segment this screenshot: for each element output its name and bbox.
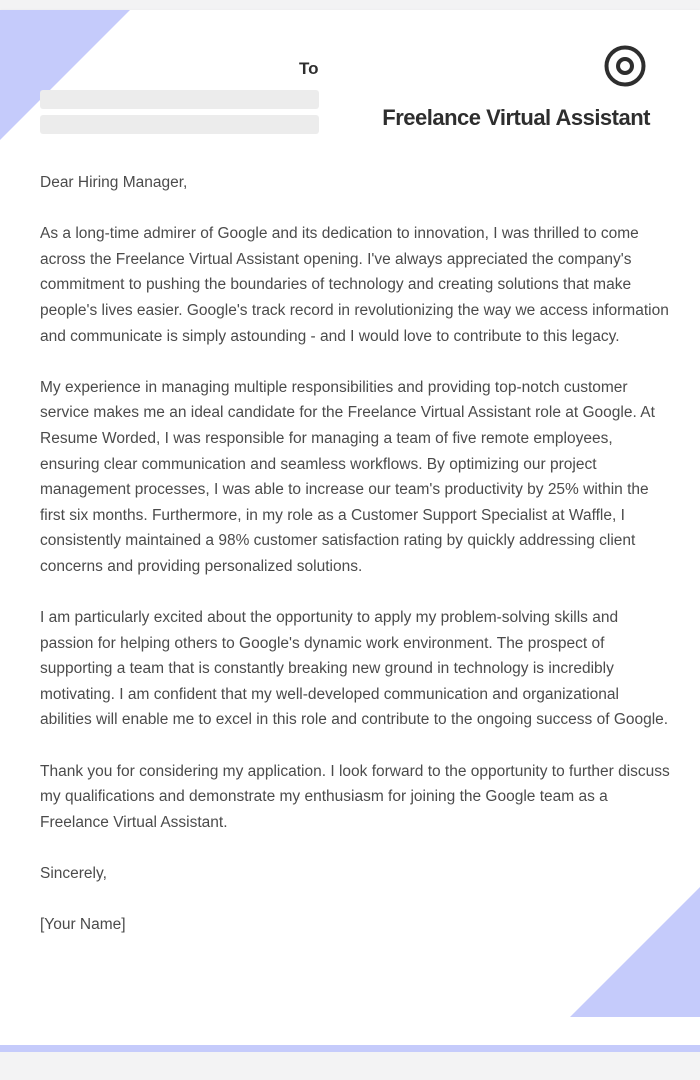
letter-signature: [Your Name] <box>40 916 126 934</box>
letter-closing: Sincerely, <box>40 865 107 883</box>
letter-paragraph: I am particularly excited about the opportunity to apply my problem-solving skills and passion for helping others to Google's dynamic work environment. The prospect of supporting a team that is constantly breaking new ground in technology is incredibly motivating. I am confident that my well-developed communication and organizational abilities will enable me to excel in this role and contribute to the ongoing success of Google. <box>40 609 669 729</box>
letter-greeting: Dear Hiring Manager, <box>40 174 188 191</box>
letter-paragraph: My experience in managing multiple responsibilities and providing top-notch customer service makes me an ideal candidate for the Freelance Virtual Assistant role at Google. At Resume Worded, I was responsible for managing a team of five remote employees, ensuring clear communication and seamless workflows. By optimizing our project management processes, I was able to increase our team's productivity by 25% within the first six months. Furthermore, in my role as a Customer Support Specialist at Waffle, I consistently maintained a 98% customer satisfaction rating by quickly addressing client concerns and providing personalized solutions. <box>40 378 655 575</box>
recipient-placeholder-line <box>40 115 319 134</box>
target-circle-icon <box>603 44 647 88</box>
letter-paragraph: As a long-time admirer of Google and its dedication to innovation, I was thrilled to come across the Freelance Virtual Assistant opening. I've always appreciated the company's commitment to pushing the boundaries of technology and creating solutions that make people's lives easier. Google's track record in revolutionizing the way we access information and communicate is simply astounding - and I would love to contribute to this legacy. <box>40 225 669 345</box>
letter-paragraph: Thank you for considering my application. I look forward to the opportunity to further discuss my qualifications and demonstrate my enthusiasm for joining the Google team as a Freelance Virtual Assistant. <box>40 762 670 831</box>
recipient-placeholder-line <box>40 90 319 109</box>
job-title: Freelance Virtual Assistant <box>382 105 650 130</box>
letter-body <box>40 170 670 963</box>
page-bottom-band <box>0 1045 700 1052</box>
recipient-label: To <box>299 59 319 78</box>
